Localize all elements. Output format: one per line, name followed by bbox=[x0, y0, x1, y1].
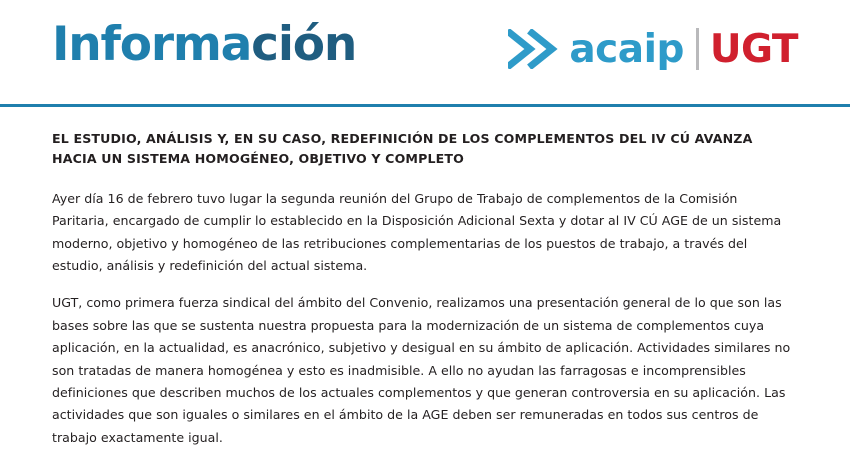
page-title bbox=[52, 17, 357, 72]
logo-divider bbox=[696, 28, 699, 70]
logo-union-text: UGT bbox=[709, 26, 798, 72]
double-chevron-right-icon bbox=[508, 29, 562, 69]
document-paragraph-1: Ayer día 16 de febrero tuvo lugar la segunda reunión del Grupo de Trabajo de complementos de la Comisión Paritaria, encargado de cumplir lo establecido en la Disposición Adicional Sexta y dotar al IV CÚ AGE de un sistema moderno, objetivo y homogéneo de las retribuciones complementarias de los puestos de trabajo, a través del estudio, análisis y redefinición del actual sistema. bbox=[52, 190, 782, 273]
logo bbox=[508, 28, 798, 70]
document-header bbox=[0, 0, 850, 104]
page-title-part-2: ción bbox=[251, 17, 357, 72]
logo-brand-text: acaip bbox=[569, 26, 684, 72]
document-heading: EL ESTUDIO, ANÁLISIS Y, EN SU CASO, REDEFINICIÓN DE LOS COMPLEMENTOS DEL IV CÚ AVANZA HACIA UN SISTEMA HOMOGÉNEO, OBJETIVO Y COMPLETO bbox=[52, 131, 753, 167]
page-title-part-1: Informa bbox=[52, 17, 252, 72]
document-body bbox=[0, 107, 850, 449]
document-paragraph-2: UGT, como primera fuerza sindical del ámbito del Convenio, realizamos una presentación general de lo que son las bases sobre las que se sustenta nuestra propuesta para la modernización de un sistema de complementos cuya aplicación, en la actualidad, es anacrónico, subjetivo y desigual en su ámbito de aplicación. Actividades similares no son tratadas de manera homogénea y esto es inadmisible. A ello no ayudan las farragosas e incomprensibles definiciones que describen muchos de los actuales complementos y que generan controversia en su aplicación. Las actividades que son iguales o similares en el ámbito de la AGE deben ser remuneradas en todos sus centros de trabajo exactamente igual. bbox=[52, 295, 791, 445]
